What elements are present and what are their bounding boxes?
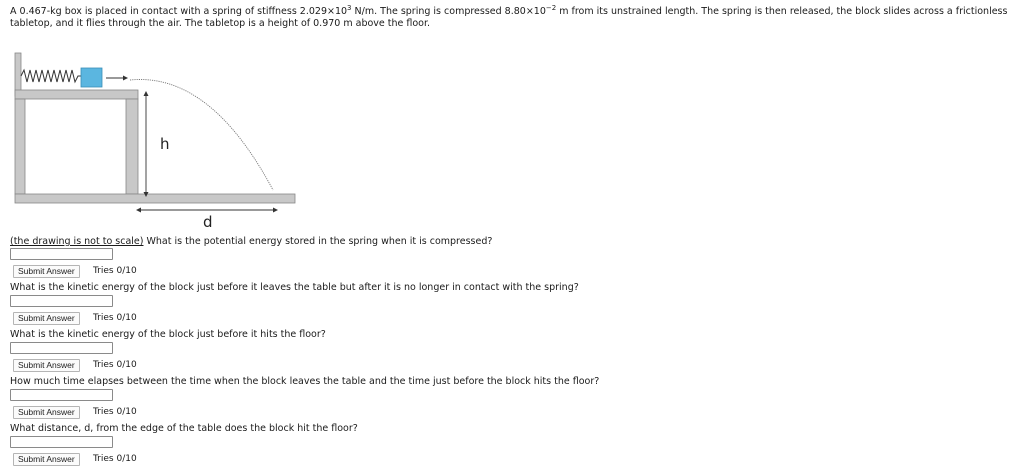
distance-arrow-left <box>136 208 141 213</box>
spring <box>21 70 81 82</box>
tries-counter-3: Tries 0/10 <box>93 360 137 370</box>
wall <box>15 53 21 96</box>
submit-answer-button-4[interactable]: Submit Answer <box>13 406 80 419</box>
answer-input-3[interactable] <box>10 342 113 354</box>
motion-arrow-head <box>123 76 128 81</box>
trajectory <box>130 79 273 190</box>
answer-input-5[interactable] <box>10 436 113 448</box>
problem-text-part3: m from its unstrained length. The spring is then released, the block slides across a frictionless <box>556 6 1008 17</box>
submit-answer-button-2[interactable]: Submit Answer <box>13 312 80 325</box>
question-5-text: What distance, d, from the edge of the table does the block hit the floor? <box>10 423 358 434</box>
submit-answer-button-5[interactable]: Submit Answer <box>13 453 80 466</box>
distance-arrow-right <box>273 208 278 213</box>
not-to-scale-note: (the drawing is not to scale) <box>10 236 144 247</box>
problem-text-part2: N/m. The spring is compressed 8.80×10 <box>351 6 546 17</box>
problem-text-part1: A 0.467-kg box is placed in contact with a spring of stiffness 2.029×10 <box>10 6 348 17</box>
distance-label: d <box>203 213 213 230</box>
problem-figure <box>10 50 300 230</box>
floor <box>15 194 295 203</box>
question-4-text: How much time elapses between the time when the block leaves the table and the time just before the block hits the floor? <box>10 376 600 387</box>
question-3-text: What is the kinetic energy of the block just before it hits the floor? <box>10 329 326 340</box>
exponent-compression: −2 <box>545 3 557 12</box>
tries-counter-2: Tries 0/10 <box>93 313 137 323</box>
table-leg-left <box>15 99 25 194</box>
submit-answer-button-3[interactable]: Submit Answer <box>13 359 80 372</box>
tries-counter-5: Tries 0/10 <box>93 454 137 464</box>
exponent-stiffness: 3 <box>347 3 352 12</box>
height-arrow-top <box>144 91 149 96</box>
table-leg-right <box>126 99 138 194</box>
tries-counter-4: Tries 0/10 <box>93 407 137 417</box>
submit-answer-button-1[interactable]: Submit Answer <box>13 265 80 278</box>
problem-statement <box>10 3 1015 29</box>
height-label: h <box>160 135 170 153</box>
answer-input-1[interactable] <box>10 248 113 260</box>
answer-input-2[interactable] <box>10 295 113 307</box>
answer-input-4[interactable] <box>10 389 113 401</box>
question-1-prompt: What is the potential energy stored in the spring when it is compressed? <box>143 236 493 247</box>
question-2-text: What is the kinetic energy of the block just before it leaves the table but after it is no longer in contact with the spring? <box>10 282 579 293</box>
question-1-text <box>10 236 492 247</box>
tabletop <box>15 90 138 99</box>
tries-counter-1: Tries 0/10 <box>93 266 137 276</box>
block <box>81 68 102 87</box>
problem-text-line2: tabletop, and it flies through the air. The tabletop is a height of 0.970 m above the floor. <box>10 17 431 29</box>
